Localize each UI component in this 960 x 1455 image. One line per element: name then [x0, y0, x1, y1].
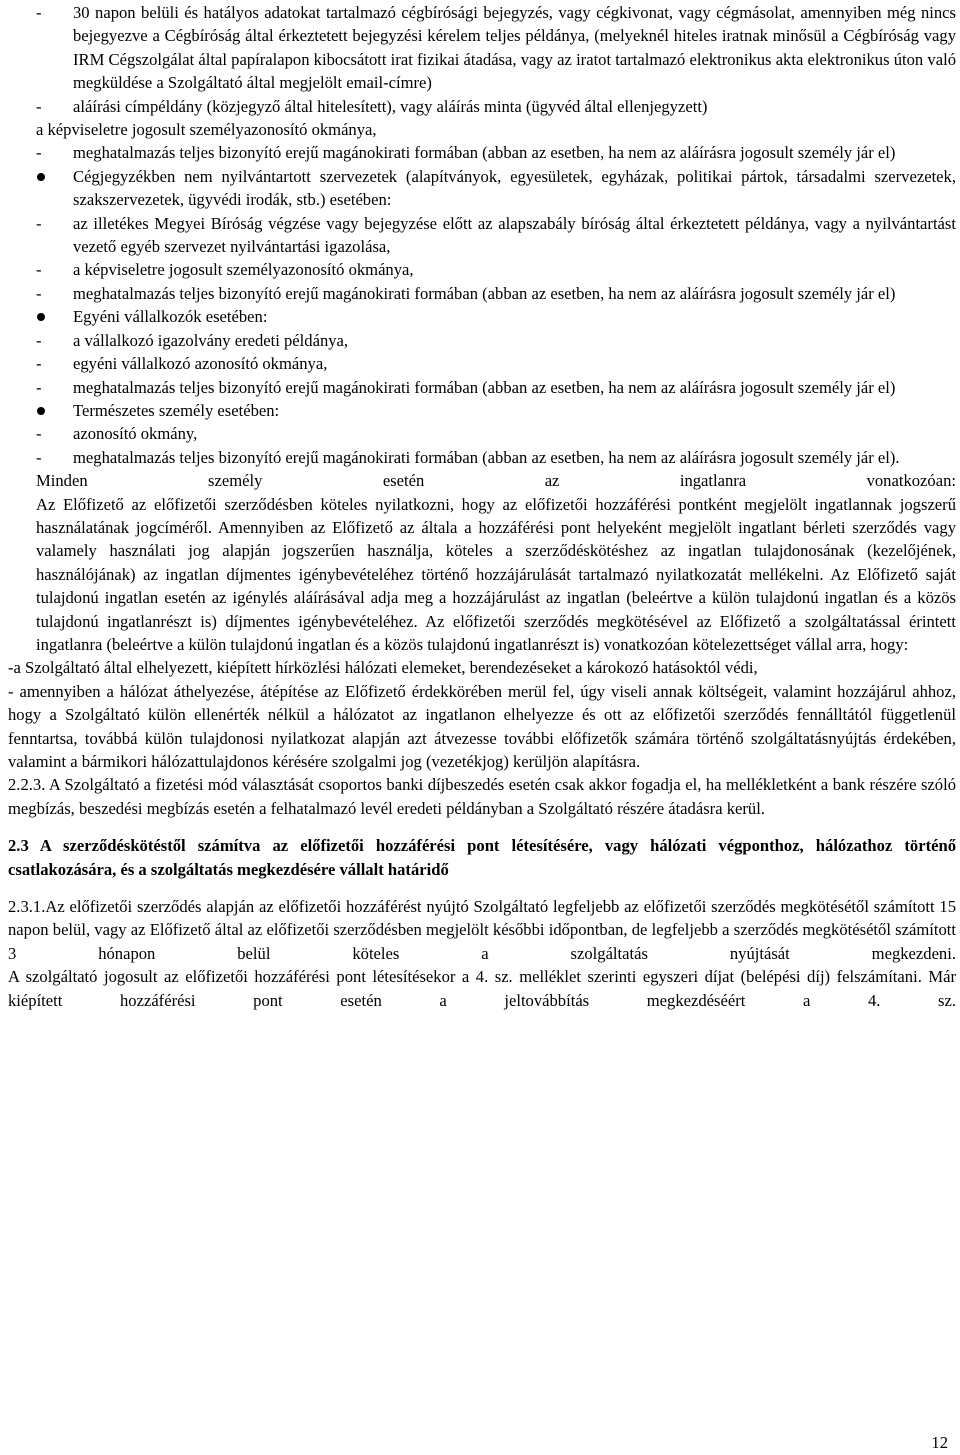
- paragraph: Az Előfizető az előfizetői szerződésben köteles nyilatkozni, hogy az előfizetői hozzáférési pontként megjelölt ingatlannak jogszerű használatának jogcíméről. Amennyiben az Előfizető az általa a hozzáférési pont helyeként megjelölt ingatlant bérleti szerződés vagy valamely használati jog alapján jogszerűen használja, köteles a szerződéskötéshez az ingatlan tulajdonosának (kezelőjének, használójának) az ingatlan díjmentes igénybevételéhez történő hozzájárulását tartalmazó nyilatkozatát mellékelni. Az Előfizető saját tulajdonú ingatlan esetén az igénylés aláírásával adja meg a hozzájárulást az ingatlan (beleértve a külön tulajdonú ingatlan és a közös tulajdonú ingatlanrészt is) díjmentes igénybevételéhez. Az előfizetői szerződés megkötésével az Előfizető a szolgáltatással érintett ingatlanra (beleértve a külön tulajdonú ingatlan és a közös tulajdonú ingatlanrészt is) vonatkozóan kötelezettséget vállal arra, hogy:: [36, 494, 956, 654]
- page-number: 12: [931, 1433, 948, 1452]
- dash-list-item: - azonosító okmány,: [8, 422, 956, 445]
- dash-list-item: - a képviseletre jogosult személyazonosító okmánya,: [8, 258, 956, 281]
- bullet-item: Természetes személy esetében:: [8, 399, 956, 422]
- document-body: [8, 1, 956, 1012]
- paragraph-spacer: [8, 881, 956, 895]
- dash-list-item: - a vállalkozó igazolvány eredeti példánya,: [8, 329, 956, 352]
- bullet-item: Egyéni vállalkozók esetében:: [8, 305, 956, 328]
- dash-list-item: - meghatalmazás teljes bizonyító erejű magánokirati formában (abban az esetben, ha nem az aláírásra jogosult személy jár el): [8, 141, 956, 164]
- paragraph: A szolgáltató jogosult az előfizetői hozzáférési pont létesítésekor a 4. sz. melléklet szerinti egyszeri díjat (belépési díj) felszámítani. Már kiépített hozzáférési pont esetén a jeltovábbítás megkezdéséért a 4. sz.: [8, 967, 956, 1010]
- section-heading: 2.3 A szerződéskötéstől számítva az előfizetői hozzáférési pont létesítésére, vagy hálózati végponthoz, hálózathoz történő csatlakozására, és a szolgáltatás megkezdésére vállalt határidő: [8, 836, 956, 879]
- paragraph: -a Szolgáltató által elhelyezett, kiépített hírközlési hálózati elemeket, berendezéseket a károkozó hatásoktól védi,: [8, 658, 758, 678]
- paragraph: Minden személy esetén az ingatlanra vonatkozóan:: [36, 471, 956, 491]
- dash-list-item: - meghatalmazás teljes bizonyító erejű magánokirati formában (abban az esetben, ha nem az aláírásra jogosult személy jár el).: [8, 446, 956, 469]
- bullet-item: Cégjegyzékben nem nyilvántartott szervezetek (alapítványok, egyesületek, egyházak, politikai pártok, társadalmi szervezetek, szakszervezetek, ügyvédi irodák, stb.) esetében:: [8, 165, 956, 212]
- dash-list-item: - az illetékes Megyei Bíróság végzése vagy bejegyzése előtt az alapszabály bíróság által érkeztetett példánya, vagy a nyilvántartást vezető egyéb szervezet nyilvántartási igazolása,: [8, 212, 956, 259]
- dash-list-item: - meghatalmazás teljes bizonyító erejű magánokirati formában (abban az esetben, ha nem az aláírásra jogosult személy jár el): [8, 282, 956, 305]
- paragraph: - amennyiben a hálózat áthelyezése, átépítése az Előfizető érdekkörében merül fel, úgy viseli annak költségeit, valamint hozzájárul ahhoz, hogy a Szolgáltató külön ellenérték nélkül a hálózatot az ingatlanon elhelyezze és ott az előfizetői szerződés fennálltától függetlenül fenntartsa, továbbá külön tulajdonosi nyilatkozat alapján azt átvezesse további előfizetők számára történő szolgáltatásnyújtás érdekében, valamint a bármikori hálózattulajdonos kérésére szolgalmi jog (vezetékjog) kerüljön alapításra.: [8, 681, 956, 771]
- dash-list-item: - aláírási címpéldány (közjegyző által hitelesített), vagy aláírás minta (ügyvéd által ellenjegyzett): [8, 95, 956, 118]
- paragraph: a képviseletre jogosult személyazonosító okmánya,: [36, 120, 377, 140]
- paragraph-spacer: [8, 820, 956, 834]
- dash-list-item: - 30 napon belüli és hatályos adatokat tartalmazó cégbírósági bejegyzés, vagy cégkivonat, vagy cégmásolat, amennyiben még nincs bejegyezve a Cégbíróság által érkeztetett bejegyzési kérelem teljes példánya, (melyeknél hiteles iratnak minősül a Cégbíróság vagy IRM Cégszolgálat által papíralapon kibocsátott irat fizikai átadása, vagy az iratot tartalmazó elektronikus akta elektronikus úton való megküldése a Szolgáltató által megjelölt email-címre): [8, 1, 956, 95]
- paragraph: 2.2.3. A Szolgáltató a fizetési mód választását csoportos banki díjbeszedés esetén csak akkor fogadja el, ha mellékletként a bank részére szóló megbízás, beszedési megbízás esetén a felhatalmazó levél eredeti példányban a Szolgáltató részére átadásra kerül.: [8, 775, 956, 818]
- dash-list-item: - egyéni vállalkozó azonosító okmánya,: [8, 352, 956, 375]
- paragraph: 2.3.1.Az előfizetői szerződés alapján az előfizetői hozzáférést nyújtó Szolgáltató legfeljebb az előfizetői szerződés megkötésétől számított 15 napon belül, vagy az Előfizető által az előfizetői szerződésben megjelölt későbbi időpontban, de legfeljebb a szerződés megkötésétől számított 3 hónapon belül köteles a szolgáltatás nyújtását megkezdeni.: [8, 897, 956, 963]
- dash-list-item: - meghatalmazás teljes bizonyító erejű magánokirati formában (abban az esetben, ha nem az aláírásra jogosult személy jár el): [8, 376, 956, 399]
